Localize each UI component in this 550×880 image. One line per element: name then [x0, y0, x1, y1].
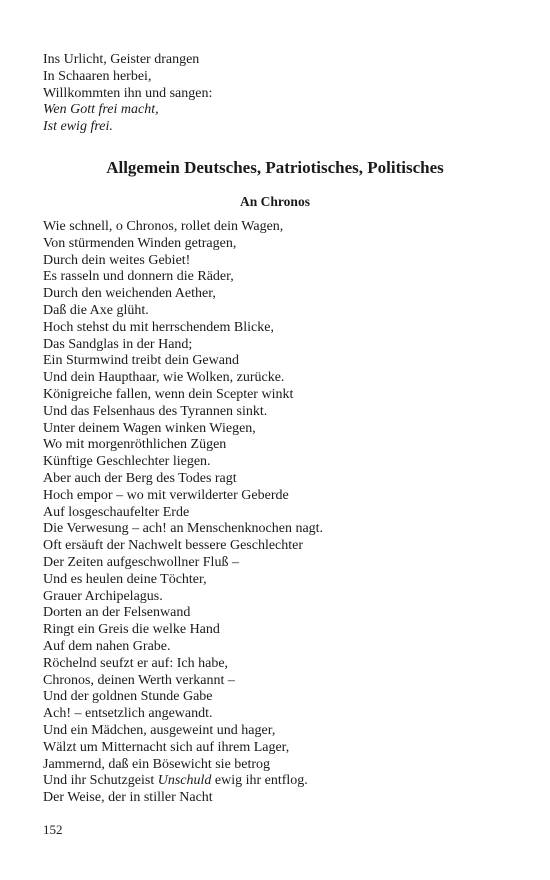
verse-line	[43, 757, 323, 774]
verse-line	[43, 421, 323, 438]
verse-line	[43, 656, 323, 673]
verse-line	[43, 253, 323, 270]
verse-text: Und ein Mädchen, ausgeweint und hager,	[43, 722, 276, 738]
verse-line: In Schaaren herbei,	[43, 68, 152, 84]
verse-line	[43, 236, 323, 253]
poem-title: An Chronos	[240, 194, 310, 209]
verse-text: Dorten an der Felsenwand	[43, 605, 191, 621]
verse-text: Wo mit morgenröthlichen Zügen	[43, 437, 227, 453]
emphasized-word: Unschuld	[157, 773, 212, 789]
verse-line	[43, 269, 323, 286]
verse-text: Röchelnd seufzt er auf: Ich habe,	[43, 655, 229, 671]
verse-text: Jammernd, daß ein Bösewicht sie betrog	[43, 756, 271, 772]
verse-line: Willkommten ihn und sangen:	[43, 85, 213, 101]
verse-text: Aber auch der Berg des Todes ragt	[43, 470, 237, 486]
poem-body	[43, 219, 323, 807]
verse-text: Von stürmenden Winden getragen,	[43, 235, 237, 251]
verse-line	[43, 387, 323, 404]
verse-text: Ringt ein Greis die welke Hand	[43, 622, 220, 638]
verse-text: Chronos, deinen Werth verkannt –	[43, 672, 235, 688]
verse-line	[43, 370, 323, 387]
verse-line	[43, 572, 323, 589]
verse-text: Ach! – entsetzlich angewandt.	[43, 706, 213, 722]
verse-line	[43, 521, 323, 538]
verse-text: Und es heulen deine Töchter,	[43, 571, 207, 587]
verse-text: Ein Sturmwind treibt dein Gewand	[43, 353, 239, 369]
verse-line	[43, 454, 323, 471]
verse-line	[43, 404, 323, 421]
verse-line	[43, 673, 323, 690]
verse-line: Wen Gott frei macht,	[43, 102, 159, 118]
verse-text: Durch dein weites Gebiet!	[43, 252, 191, 268]
verse-text: Hoch empor – wo mit verwilderter Geberde	[43, 487, 289, 503]
verse-text: Das Sandglas in der Hand;	[43, 336, 193, 352]
verse-text: Auf dem nahen Grabe.	[43, 638, 171, 654]
previous-poem-ending	[43, 52, 212, 136]
verse-text: Der Zeiten aufgeschwollner Fluß –	[43, 554, 239, 570]
verse-text: Oft ersäuft der Nachwelt bessere Geschlechter	[43, 538, 304, 554]
verse-text: Und das Felsenhaus des Tyrannen sinkt.	[43, 403, 268, 419]
verse-text: Wie schnell, o Chronos, rollet dein Wagen,	[43, 219, 284, 234]
verse-text: Es rasseln und donnern die Räder,	[43, 269, 234, 285]
verse-line	[43, 773, 323, 790]
verse-text: Und der goldnen Stunde Gabe	[43, 689, 213, 705]
verse-line	[43, 723, 323, 740]
verse-line	[43, 740, 323, 757]
verse-text: Der Weise, der in stiller Nacht	[43, 790, 213, 806]
verse-line	[43, 488, 323, 505]
verse-text: Und dein Haupthaar, wie Wolken, zurücke.	[43, 370, 285, 386]
section-title: Allgemein Deutsches, Patriotisches, Politisches	[106, 158, 444, 177]
verse-text: Königreiche fallen, wenn dein Scepter winkt	[43, 386, 294, 402]
verse-line	[43, 589, 323, 606]
verse-line	[43, 790, 323, 807]
verse-line	[43, 303, 323, 320]
verse-line	[43, 219, 323, 236]
verse-line	[43, 353, 323, 370]
verse-line	[43, 689, 323, 706]
verse-line	[43, 437, 323, 454]
verse-text: Daß die Axe glüht.	[43, 302, 149, 318]
verse-text: Künftige Geschlechter liegen.	[43, 454, 211, 470]
verse-text: Wälzt um Mitternacht sich auf ihrem Lager,	[43, 739, 290, 755]
verse-text: Die Verwesung – ach! an Menschenknochen nagt.	[43, 521, 324, 537]
verse-line	[43, 605, 323, 622]
verse-text: ewig ihr entflog.	[211, 773, 308, 789]
verse-line: Ist ewig frei.	[43, 119, 113, 135]
verse-line: Ins Urlicht, Geister drangen	[43, 52, 200, 67]
verse-line	[43, 706, 323, 723]
verse-line	[43, 286, 323, 303]
verse-line	[43, 622, 323, 639]
page-number: 152	[43, 822, 63, 837]
verse-text: Und ihr Schutzgeist	[43, 773, 158, 789]
verse-line	[43, 505, 323, 522]
verse-line	[43, 320, 323, 337]
verse-text: Grauer Archipelagus.	[43, 588, 163, 604]
verse-text: Unter deinem Wagen winken Wiegen,	[43, 420, 256, 436]
verse-text: Auf losgeschaufelter Erde	[43, 504, 190, 520]
verse-text: Hoch stehst du mit herrschendem Blicke,	[43, 319, 274, 335]
verse-line	[43, 538, 323, 555]
verse-line	[43, 555, 323, 572]
verse-text: Durch den weichenden Aether,	[43, 286, 216, 302]
verse-line	[43, 471, 323, 488]
verse-line	[43, 337, 323, 354]
verse-line	[43, 639, 323, 656]
